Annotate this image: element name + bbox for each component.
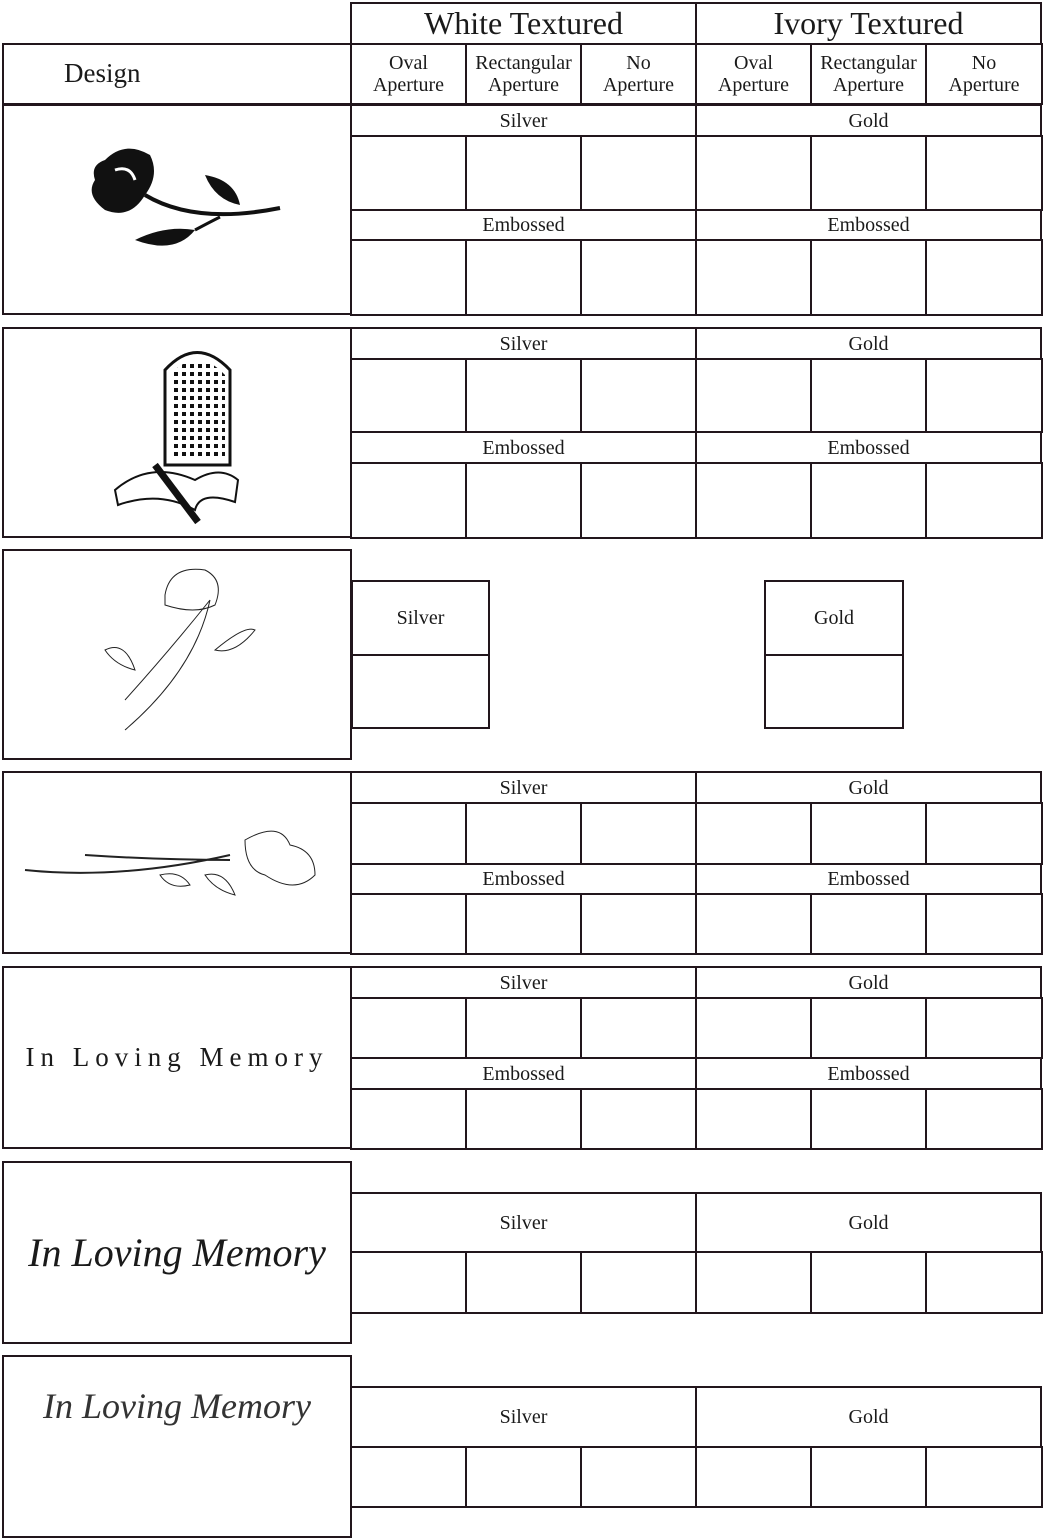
order-checkbox-cell[interactable] — [580, 1088, 697, 1150]
order-checkbox-cell[interactable] — [465, 1251, 582, 1314]
finish-band-white: Silver — [350, 771, 697, 804]
order-checkbox-cell[interactable] — [695, 1251, 812, 1314]
design-column-header: Design — [2, 43, 352, 105]
finish-band-ivory: Embossed — [695, 431, 1042, 464]
finish-band-ivory: Gold — [695, 104, 1042, 137]
design-cell-5: In Loving Memory — [2, 966, 352, 1149]
finish-band-ivory: Embossed — [695, 209, 1042, 241]
order-checkbox-cell[interactable] — [810, 358, 927, 433]
order-checkbox-cell[interactable] — [350, 893, 467, 955]
order-checkbox-cell[interactable] — [810, 1088, 927, 1150]
rose-silhouette-icon — [85, 140, 285, 255]
aperture-header: No Aperture — [580, 43, 697, 105]
order-checkbox-cell[interactable] — [695, 358, 812, 433]
order-checkbox-cell[interactable] — [350, 802, 467, 865]
finish-band-white: Embossed — [350, 209, 697, 241]
order-checkbox-cell[interactable] — [465, 1088, 582, 1150]
design-cell-6: In Loving Memory — [2, 1161, 352, 1344]
aperture-header: Rectangular Aperture — [810, 43, 927, 105]
order-checkbox-cell[interactable] — [580, 1251, 697, 1314]
order-checkbox-cell[interactable] — [695, 893, 812, 955]
order-checkbox-cell[interactable] — [925, 802, 1043, 865]
order-checkbox-cell[interactable] — [351, 654, 490, 729]
order-checkbox-cell[interactable] — [465, 135, 582, 211]
order-checkbox-cell[interactable] — [465, 462, 582, 539]
finish-band-white: Silver — [350, 327, 697, 360]
finish-band-ivory: Gold — [695, 1386, 1042, 1448]
order-checkbox-cell[interactable] — [695, 1088, 812, 1150]
order-checkbox-cell[interactable] — [925, 462, 1043, 539]
order-checkbox-cell[interactable] — [695, 802, 812, 865]
order-checkbox-cell[interactable] — [465, 358, 582, 433]
order-checkbox-cell[interactable] — [810, 802, 927, 865]
order-checkbox-cell[interactable] — [350, 462, 467, 539]
finish-band-ivory: Gold — [695, 966, 1042, 999]
order-checkbox-cell[interactable] — [350, 358, 467, 433]
order-checkbox-cell[interactable] — [925, 893, 1043, 955]
order-checkbox-cell[interactable] — [810, 893, 927, 955]
order-checkbox-cell[interactable] — [695, 1446, 812, 1508]
order-checkbox-cell[interactable] — [465, 802, 582, 865]
order-checkbox-cell[interactable] — [925, 239, 1043, 316]
order-checkbox-cell[interactable] — [925, 358, 1043, 433]
finish-band-ivory: Embossed — [695, 1057, 1042, 1090]
order-checkbox-cell[interactable] — [695, 135, 812, 211]
aperture-header: Oval Aperture — [695, 43, 812, 105]
order-checkbox-cell[interactable] — [925, 135, 1043, 211]
order-checkbox-cell[interactable] — [810, 462, 927, 539]
order-checkbox-cell[interactable] — [695, 462, 812, 539]
order-checkbox-cell[interactable] — [925, 997, 1043, 1059]
order-checkbox-cell[interactable] — [925, 1446, 1043, 1508]
finish-band-white: Embossed — [350, 1057, 697, 1090]
design-cell-7: In Loving Memory — [2, 1355, 352, 1538]
order-checkbox-cell[interactable] — [580, 358, 697, 433]
finish-band-ivory: Gold — [695, 1192, 1042, 1253]
order-checkbox-cell[interactable] — [810, 135, 927, 211]
order-checkbox-cell[interactable] — [810, 1446, 927, 1508]
order-checkbox-cell[interactable] — [350, 1251, 467, 1314]
order-checkbox-cell[interactable] — [925, 1088, 1043, 1150]
aperture-header: Rectangular Aperture — [465, 43, 582, 105]
finish-band-white: Embossed — [350, 863, 697, 895]
order-checkbox-cell[interactable] — [925, 1251, 1043, 1314]
order-checkbox-cell[interactable] — [350, 239, 467, 316]
order-checkbox-cell[interactable] — [350, 1446, 467, 1508]
lying-roses-icon — [20, 820, 325, 910]
finish-band-white: Silver — [350, 1192, 697, 1253]
order-checkbox-cell[interactable] — [465, 893, 582, 955]
order-checkbox-cell[interactable] — [350, 997, 467, 1059]
order-checkbox-cell[interactable] — [465, 997, 582, 1059]
order-checkbox-cell[interactable] — [810, 997, 927, 1059]
order-checkbox-cell[interactable] — [580, 239, 697, 316]
group-header-white: White Textured — [350, 2, 697, 45]
order-checkbox-cell[interactable] — [764, 654, 904, 729]
order-checkbox-cell[interactable] — [580, 997, 697, 1059]
order-checkbox-cell[interactable] — [580, 893, 697, 955]
finish-band-ivory: Gold — [695, 327, 1042, 360]
finish-band-ivory: Embossed — [695, 863, 1042, 895]
order-checkbox-cell[interactable] — [465, 1446, 582, 1508]
order-checkbox-cell[interactable] — [580, 1446, 697, 1508]
order-checkbox-cell[interactable] — [695, 997, 812, 1059]
group-header-ivory: Ivory Textured — [695, 2, 1042, 45]
order-checkbox-cell[interactable] — [465, 239, 582, 316]
finish-band-white: Silver — [350, 966, 697, 999]
order-checkbox-cell[interactable] — [580, 462, 697, 539]
order-checkbox-cell[interactable] — [580, 802, 697, 865]
order-checkbox-cell[interactable] — [695, 239, 812, 316]
order-checkbox-cell[interactable] — [810, 1251, 927, 1314]
order-checkbox-cell[interactable] — [810, 239, 927, 316]
finish-band-white: Silver — [350, 1386, 697, 1448]
finish-label-silver: Silver — [351, 580, 490, 656]
finish-band-white: Silver — [350, 104, 697, 137]
aperture-header: Oval Aperture — [350, 43, 467, 105]
order-checkbox-cell[interactable] — [350, 1088, 467, 1150]
finish-band-ivory: Gold — [695, 771, 1042, 804]
stained-glass-window-and-bible-icon — [110, 340, 240, 530]
aperture-header: No Aperture — [925, 43, 1043, 105]
order-checkbox-cell[interactable] — [350, 135, 467, 211]
finish-label-gold: Gold — [764, 580, 904, 656]
order-checkbox-cell[interactable] — [580, 135, 697, 211]
rose-outline-icon — [95, 560, 265, 735]
finish-band-white: Embossed — [350, 431, 697, 464]
